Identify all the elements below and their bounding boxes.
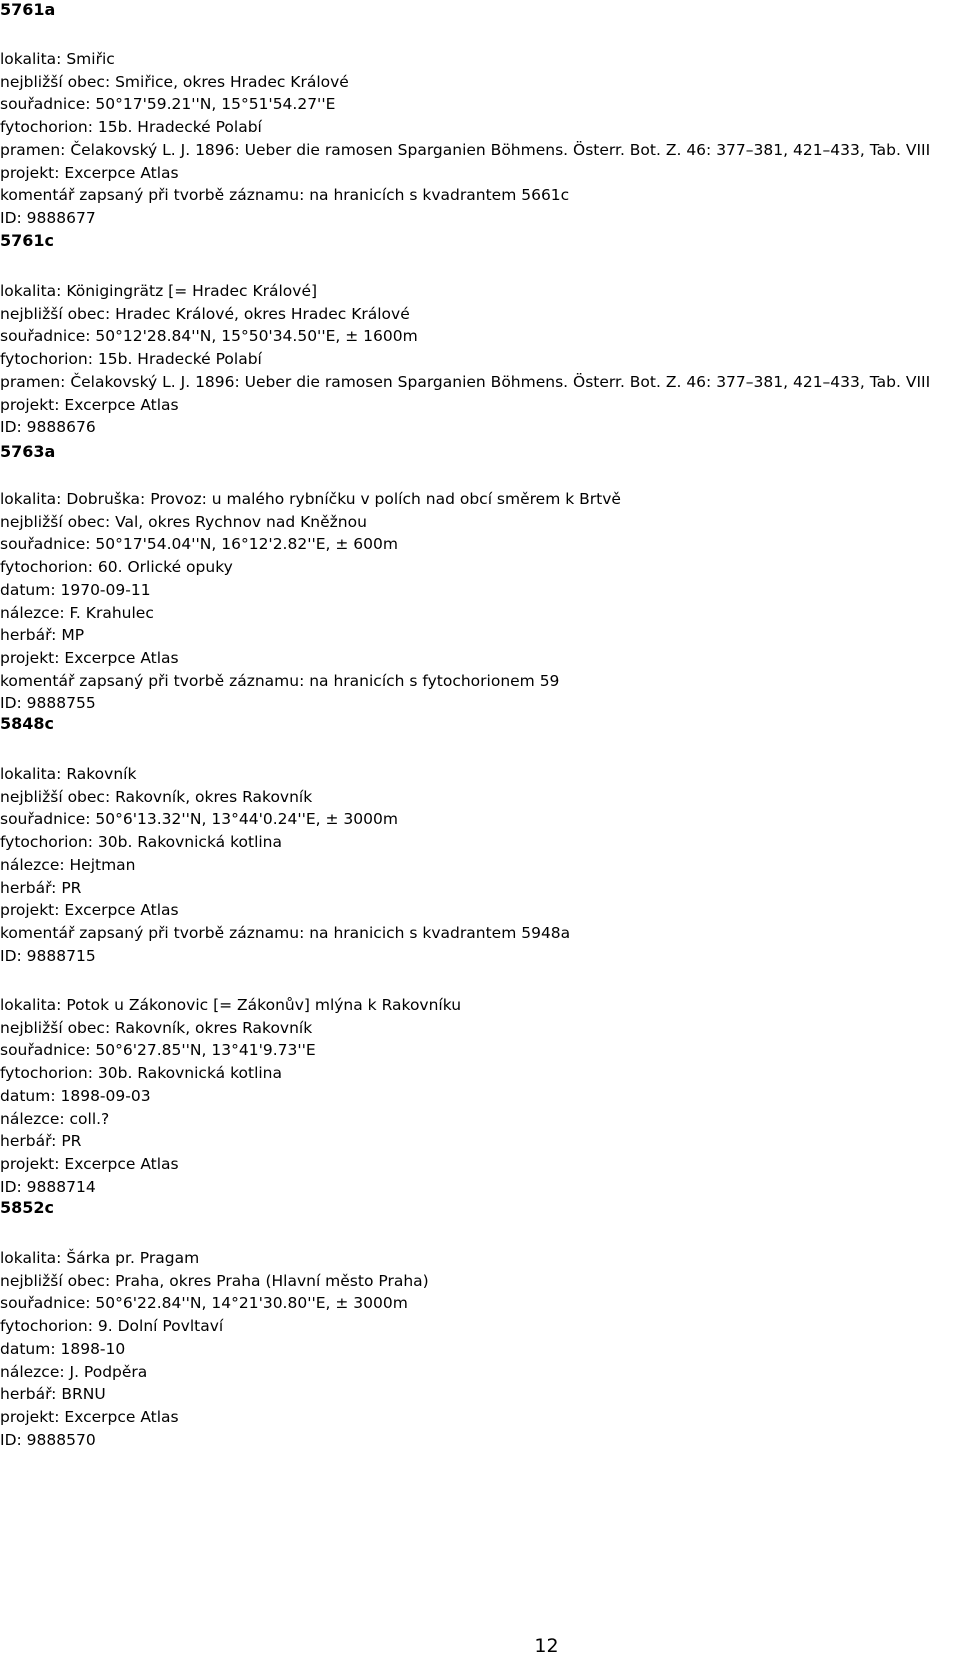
record-field-line: lokalita: Šárka pr. Pragam [0,1249,200,1267]
record-field-line: pramen: Čelakovský L. J. 1896: Ueber die ramosen Sparganien Böhmens. Österr. Bot. Z. 46: 377–381, 421–433, Tab. VIII [0,372,931,391]
record-field-line: pramen: Čelakovský L. J. 1896: Ueber die ramosen Sparganien Böhmens. Österr. Bot. Z. 46: 377–381, 421–433, Tab. VIII [0,140,931,159]
record-field-line: projekt: Excerpce Atlas [0,648,179,667]
record-field-line: nejbližší obec: Rakovník, okres Rakovník [0,1018,313,1037]
record-field-line: souřadnice: 50°12'28.84''N, 15°50'34.50''E, ± 1600m [0,327,418,346]
record-field-line: ID: 9888755 [0,694,96,713]
record-field-line: lokalita: Dobruška: Provoz: u malého rybníčku v polích nad obcí směrem k Brtvě [0,490,621,508]
record-field-line: nejbližší obec: Smiřice, okres Hradec Králové [0,72,349,91]
record-field-line: fytochorion: 60. Orlické opuky [0,558,233,577]
record-field-line: projekt: Excerpce Atlas [0,395,179,414]
record-field-line: komentář zapsaný při tvorbě záznamu: na hranicich s kvadrantem 5948a [0,923,571,942]
record-field-line: lokalita: Königingrätz [= Hradec Králové] [0,282,318,300]
record-field-line: nejbližší obec: Rakovník, okres Rakovník [0,787,313,806]
record-field-line: fytochorion: 30b. Rakovnická kotlina [0,1064,283,1083]
record-field-line: souřadnice: 50°6'22.84''N, 14°21'30.80''E, ± 3000m [0,1294,408,1313]
record-field-line: fytochorion: 15b. Hradecké Polabí [0,350,262,369]
record-field-line: ID: 9888677 [0,208,96,227]
record-field-line: souřadnice: 50°6'13.32''N, 13°44'0.24''E, ± 3000m [0,810,398,829]
record-quadrant-title: 5763a [0,442,56,461]
record-field-line: nejbližší obec: Praha, okres Praha (Hlavní město Praha) [0,1271,429,1290]
record-field-line: herbář: BRNU [0,1385,106,1404]
record-field-line: datum: 1898-09-03 [0,1086,151,1105]
record-field-line: souřadnice: 50°17'59.21''N, 15°51'54.27''E [0,95,336,114]
record-field-line: ID: 9888714 [0,1177,96,1196]
record-field-line: projekt: Excerpce Atlas [0,1407,179,1426]
record-field-line: projekt: Excerpce Atlas [0,163,179,182]
record-field-line: herbář: MP [0,626,85,645]
record-field-line: nálezce: coll.? [0,1109,110,1128]
record-field-line: herbář: PR [0,1132,82,1151]
page-number: 12 [534,1635,559,1657]
record-field-line: lokalita: Potok u Zákonovic [= Zákonův] mlýna k Rakovníku [0,996,462,1014]
record-field-line: lokalita: Rakovník [0,765,137,783]
record-quadrant-title: 5761a [0,0,56,19]
record-field-line: fytochorion: 15b. Hradecké Polabí [0,118,262,137]
record-field-line: souřadnice: 50°6'27.85''N, 13°41'9.73''E [0,1041,316,1060]
record-field-line: projekt: Excerpce Atlas [0,901,179,920]
record-field-line: souřadnice: 50°17'54.04''N, 16°12'2.82''E, ± 600m [0,535,398,554]
record-quadrant-title: 5761c [0,231,55,250]
record-field-line: nejbližší obec: Hradec Králové, okres Hradec Králové [0,304,410,323]
record-quadrant-title: 5848c [0,714,55,733]
record-field-line: lokalita: Smiřic [0,50,115,68]
record-field-line: herbář: PR [0,878,82,897]
record-field-line: komentář zapsaný při tvorbě záznamu: na hranicích s fytochorionem 59 [0,671,560,690]
record-quadrant-title: 5852c [0,1198,55,1217]
record-field-line: nálezce: J. Podpěra [0,1362,148,1381]
record-field-line: nejbližší obec: Val, okres Rychnov nad Kněžnou [0,512,367,531]
record-field-line: datum: 1970-09-11 [0,580,151,599]
record-field-line: fytochorion: 30b. Rakovnická kotlina [0,833,283,852]
record-field-line: ID: 9888570 [0,1430,96,1449]
record-field-line: komentář zapsaný při tvorbě záznamu: na hranicích s kvadrantem 5661c [0,186,570,205]
record-field-line: datum: 1898-10 [0,1339,126,1358]
record-field-line: projekt: Excerpce Atlas [0,1154,179,1173]
record-field-line: ID: 9888676 [0,418,96,437]
record-field-line: fytochorion: 9. Dolní Povltaví [0,1317,224,1336]
record-field-line: nálezce: F. Krahulec [0,603,154,622]
record-field-line: nálezce: Hejtman [0,855,136,874]
record-field-line: ID: 9888715 [0,946,96,965]
